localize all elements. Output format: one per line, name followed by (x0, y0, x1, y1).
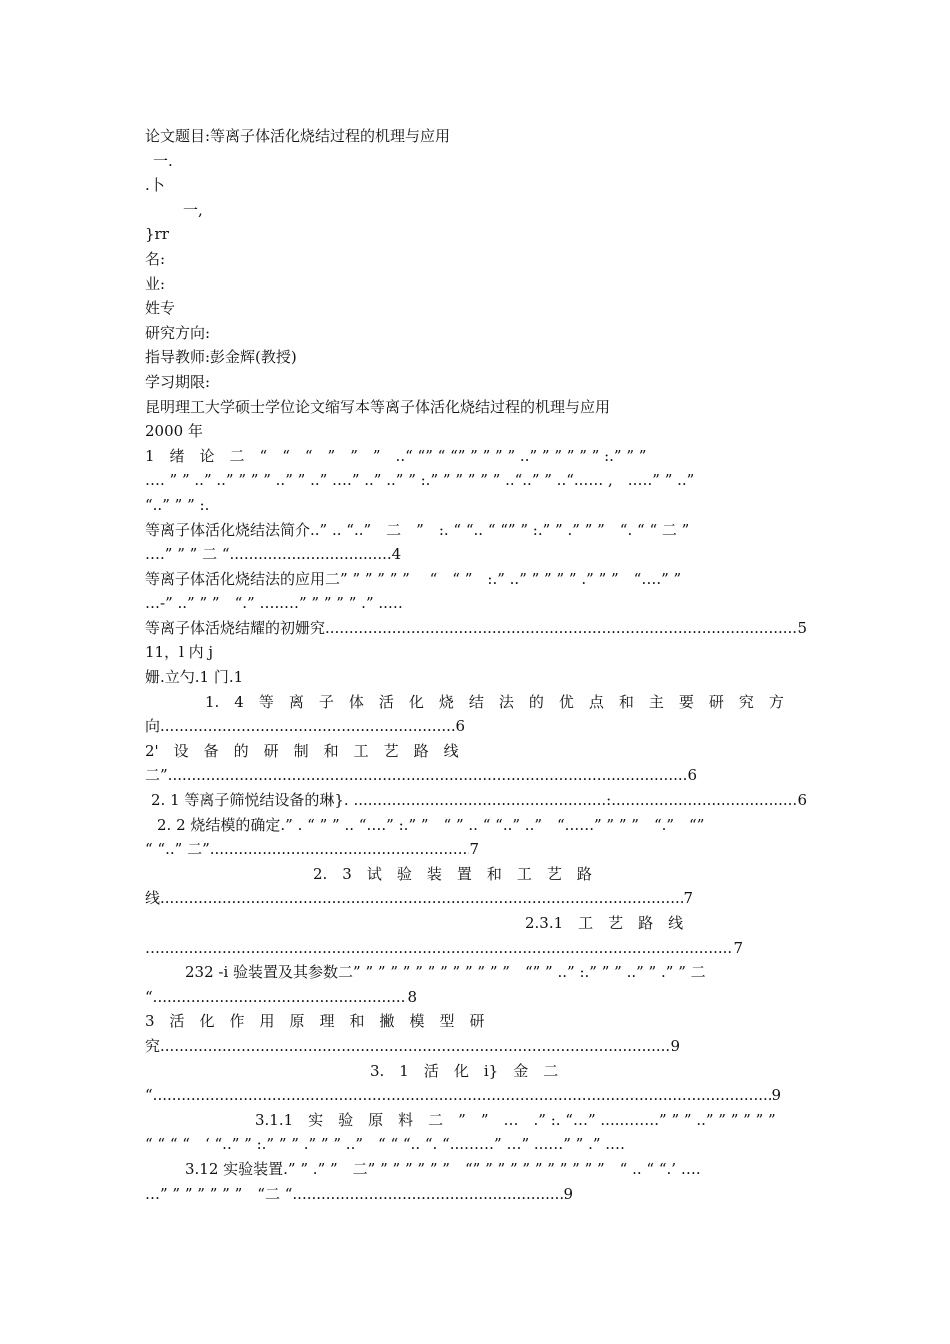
front-line: 昆明理工大学硕士学位论文缩写本等离子体活化烧结过程的机理与应用 (145, 397, 611, 416)
toc-section-1-2-cont: …-” ..” ” ” “.” …..…” ” ” ” ” .” ..… (145, 594, 403, 613)
toc-section-2-3-1: 2.3.1 工 艺 路 线 (525, 914, 684, 932)
front-line: 2000 年 (145, 422, 203, 441)
toc-section-2-3: 2. 3 试 验 装 置 和 工 艺 路 (313, 864, 592, 883)
toc-entry-text: 等离子体活烧结耀的初姗究 (145, 618, 326, 637)
document-body (145, 124, 807, 1206)
toc-page-number: 9 (670, 1036, 680, 1055)
toc-section-2-1 (145, 788, 807, 813)
toc-misc-line: 11，l 内 j (145, 643, 214, 662)
toc-chapter-1-cont: “..” ” ” :. (145, 495, 210, 514)
toc-section-2-3-2-cont (145, 985, 417, 1010)
toc-chapter-3: 3 活 化 作 用 原 理 和 撇 模 型 研 (145, 1012, 485, 1031)
toc-chapter-1-cont: …. ” ” ..” ..” ” ” ” ..” ” ..” ….” ..” ..” ” :.” ” ” ” ” ” ..“..” ” ..“..…. , .….” ” ..” (145, 471, 695, 490)
toc-chapter-2: 2' 设 备 的 研 制 和 工 艺 路 线 (145, 741, 459, 760)
toc-page-number: 6 (455, 717, 465, 736)
toc-page-number: 8 (407, 987, 417, 1006)
front-line: 姓专 (145, 299, 176, 318)
front-line: }rr (145, 225, 169, 244)
toc-section-3-1-1-cont: “ “ “ “ ‘ “..” ” :.” ” ” .” ” ” ..” “ “ “.. “. “...……” …” ...…” ” .” .… (145, 1135, 626, 1154)
toc-leader (325, 616, 797, 641)
toc-page-number: 6 (797, 791, 807, 810)
toc-leader (153, 1083, 772, 1108)
front-line: 学习期限: (145, 372, 211, 391)
toc-section-2-2-cont (145, 837, 479, 862)
toc-page-number: 5 (797, 618, 807, 637)
toc-leader (160, 936, 733, 961)
toc-leader (160, 886, 683, 911)
toc-page-number: 9 (563, 1184, 573, 1203)
toc-leader (210, 837, 470, 862)
toc-section-1-2: 等离子体活化烧结法的应用二” ” ” ” ” ” “ “ ” :.” ..” ” ” ” ” .” ” ” “….” ” (145, 569, 682, 588)
toc-chapter-2-cont (145, 763, 697, 788)
toc-page-number: 6 (687, 766, 697, 785)
toc-leader (153, 985, 408, 1010)
toc-entry-text: … (145, 938, 160, 957)
toc-chapter-1: 1 绪 论 二 “ “ “ ” ” ” ..“ “” “ “” ” ” ” ” ..” ” ” ” ” ” :.” ” ” (145, 446, 647, 465)
toc-entry-text: 二” (145, 766, 168, 785)
toc-leader (292, 1182, 563, 1207)
front-line: 一. (153, 151, 173, 170)
toc-entry-text: 线 (145, 889, 161, 908)
toc-misc-line: 姗.立勺.1 门.1 (145, 668, 244, 687)
toc-section-3-1-2-cont (145, 1182, 573, 1207)
toc-section-2-2: 2. 2 烧结模的确定.” . “ ” ” .. “….” :.” ” “ ” .. “ “..” ..” “..….” ” ” ” “.” “” (157, 815, 705, 834)
front-line: .卜 (145, 176, 165, 195)
toc-page-number: 7 (683, 889, 693, 908)
toc-section-1-1: 等离子体活化烧结法简介..” .. “..” 二 ” :. “ “.. “ “” ” :.” ” .” ” ” “. “ “ 二 ” (145, 520, 690, 539)
toc-entry-text: …” ” ” ” ” ” ” “二 “ (145, 1184, 293, 1203)
toc-section-2-3-2: 232 -i 验装置及其参数二” ” ” ” ” ” ” ” ” ” ” ” ” “” ” ..” :.” ” ” ..” ” .” ” 二 (185, 963, 706, 982)
toc-section-3-1: 3. 1 活 化 i} 金 二 (370, 1061, 559, 1080)
toc-section-1-4: 1. 4 等 离 子 体 活 化 烧 结 法 的 优 点 和 主 要 研 究 方 (205, 692, 784, 711)
toc-chapter-3-cont (145, 1034, 680, 1059)
front-line: 名: (145, 249, 166, 268)
toc-section-3-1-1: 3.1.1 实 验 原 料 二 ” ” … .” :. “…” .....…….” ” ” ..” ” ” ” ” ” (255, 1110, 776, 1129)
toc-section-2-3-1-cont (145, 936, 743, 961)
toc-page-number: 9 (771, 1086, 781, 1105)
toc-leader (168, 763, 688, 788)
toc-section-1-1-cont: ….” ” ” 二 “..................................4 (145, 545, 402, 564)
toc-section-1-3 (145, 616, 807, 641)
toc-entry-text: “ (145, 987, 153, 1006)
toc-leader (160, 714, 455, 739)
toc-entry-text: 向 (145, 717, 161, 736)
toc-entry-text: “ “..” 二” (145, 840, 210, 859)
toc-section-1-4-cont (145, 714, 465, 739)
front-line: 指导教师:彭金辉(教授) (145, 348, 297, 367)
toc-entry-text: “ (145, 1086, 153, 1105)
front-line: 一, (183, 200, 203, 219)
front-line: 业: (145, 274, 166, 293)
thesis-title: 论文题目:等离子体活化烧结过程的机理与应用 (145, 127, 451, 145)
toc-section-3-1-cont (145, 1083, 781, 1108)
toc-leader (160, 1034, 670, 1059)
toc-leader (611, 788, 797, 813)
front-line: 研究方向: (145, 323, 211, 342)
toc-section-2-3-cont (145, 886, 693, 911)
toc-page-number: 7 (733, 938, 743, 957)
toc-page-number: 7 (469, 840, 479, 859)
toc-entry-text: 究 (145, 1036, 161, 1055)
toc-section-3-1-2: 3.12 实验装置.” ” .” ” 二” ” ” ” ” ” ” “” ” ” ” ” ” ” ” ” ” ” “ .. “ “.’ …. (185, 1159, 701, 1178)
toc-entry-text: 2. 1 等离子筛悦结设备的琳}. .....................................................: (151, 791, 612, 810)
